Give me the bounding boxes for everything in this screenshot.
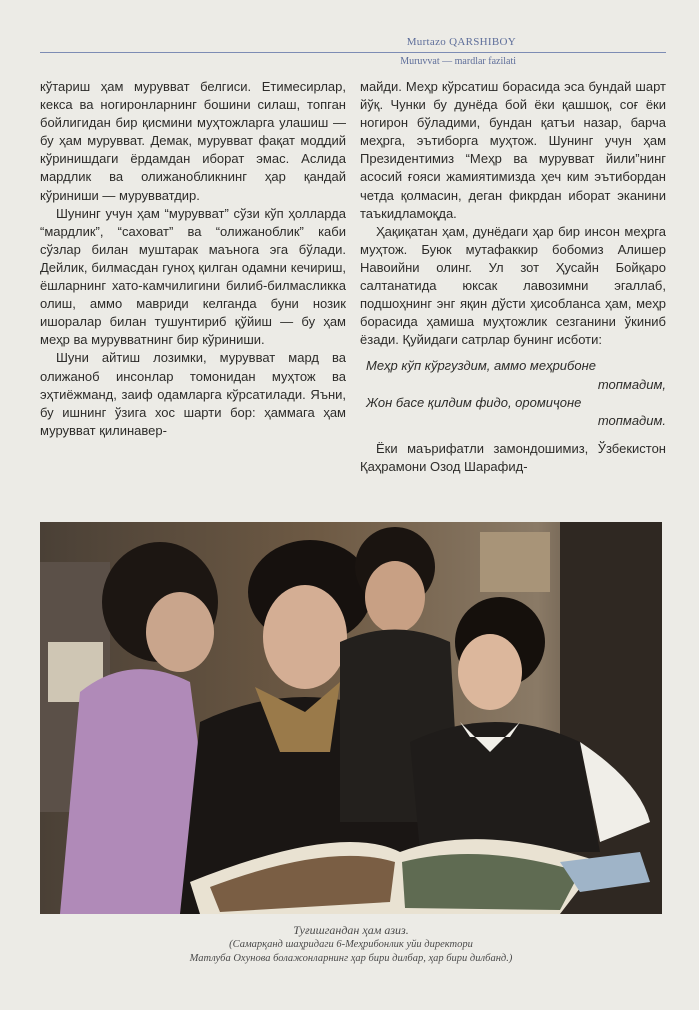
right-column bbox=[360, 78, 666, 496]
left-column bbox=[40, 78, 346, 496]
poem-line: Меҳр кўп кўргуздим, аммо меҳрибоне bbox=[366, 358, 596, 374]
paragraph: Шунинг учун ҳам “мурувват” сўзи кўп ҳолларда “мардлик”, “саховат” ва “олижаноблик” каби сўзлар билан муштарак маънога эга бўлади. Дейлик, билмасдан гуноҳ қилган одамни кечириш, ёшларнинг хато-камчилигини билиб-билмасликка олиш, аммо мавриди келганда буни нозик ишоралар билан тушунтириб қўйиш — бу ҳам меҳр ва мурувватнинг бир кўриниши. bbox=[40, 205, 346, 348]
photo-illustration bbox=[40, 522, 662, 914]
paragraph: майди. Меҳр кўрсатиш борасида эса бундай шарт йўқ. Чунки бу дунёда бой ёки қашшоқ, соғ ёки ногирон бўладими, бундан қатъи назар, барча меҳрга, эътиборга муҳтож. Шунинг учун ҳам Президентимиз “Меҳр ва мурувват йили”нинг асосий ғояси жамиятимизда ҳеч ким эътибордан четда қолмасин, деган фикрдан иборат эканини таъкидламоқда. bbox=[360, 79, 666, 221]
poem-quote bbox=[360, 357, 666, 429]
paragraph: кўтариш ҳам мурувват белгиси. Етимесирлар, кекса ва ногиронларнинг бошини силаш, топган бойлигидан бир қисмини муҳтожларга улашиш — бу ҳам мурувват. Демак, мурувват фақат моддий кўринишдаги ёрдамдан иборат эмас. Аслида мардлик ва олижанобликнинг ҳар қандай кўриниши — мурувватдир. bbox=[40, 79, 346, 203]
paragraph: Ёки маърифатли замондошимиз, Ўзбекистон Қаҳрамони Озод Шарафид- bbox=[360, 440, 666, 474]
photo-caption bbox=[40, 922, 662, 966]
header-rule bbox=[40, 52, 666, 53]
poem-line: топмадим. bbox=[597, 412, 666, 428]
caption-line: Матлуба Охунова болажонларнинг ҳар бири дилбар, ҳар бири дилбанд.) bbox=[189, 953, 513, 964]
paragraph: Шуни айтиш лозимки, мурувват мард ва олижаноб инсонлар томонидан муҳтож ва эҳтиёжманд, заиф одамларга кўрсатилади. Яъни, бу ишнинг ўзига хос шарти бор: ҳаммага ҳам мурувват қилинавер- bbox=[40, 350, 346, 438]
running-header bbox=[40, 30, 666, 66]
header-section-title: Muruvvat — mardlar fazilati bbox=[400, 56, 516, 67]
poem-line: Жон басе қилдим фидо, оромиҷоне bbox=[366, 394, 582, 410]
header-author: Murtazo QARSHIBOY bbox=[406, 36, 516, 48]
paragraph: Ҳақиқатан ҳам, дунёдаги ҳар бир инсон меҳрга муҳтож. Буюк мутафаккир бобомиз Алишер Навоийни олинг. Ул зот Ҳусайн Бойқаро салтанатида юксак лавозимни эгаллаб, подшоҳнинг энг яқин дўсти ҳисобланса ҳам, меҳр борасида ҳамиша муҳтожлик сезганини ўкиниб ёзади. Қуйидаги сатрлар бунинг исботи: bbox=[360, 223, 666, 348]
caption-line: (Самарқанд шаҳридаги 6-Меҳрибонлик уйи директори bbox=[229, 939, 473, 950]
article-photo bbox=[40, 522, 662, 914]
article-body bbox=[40, 78, 666, 496]
poem-line: топмадим, bbox=[597, 376, 666, 392]
caption-title: Туғишгандан ҳам азиз. bbox=[293, 923, 409, 937]
